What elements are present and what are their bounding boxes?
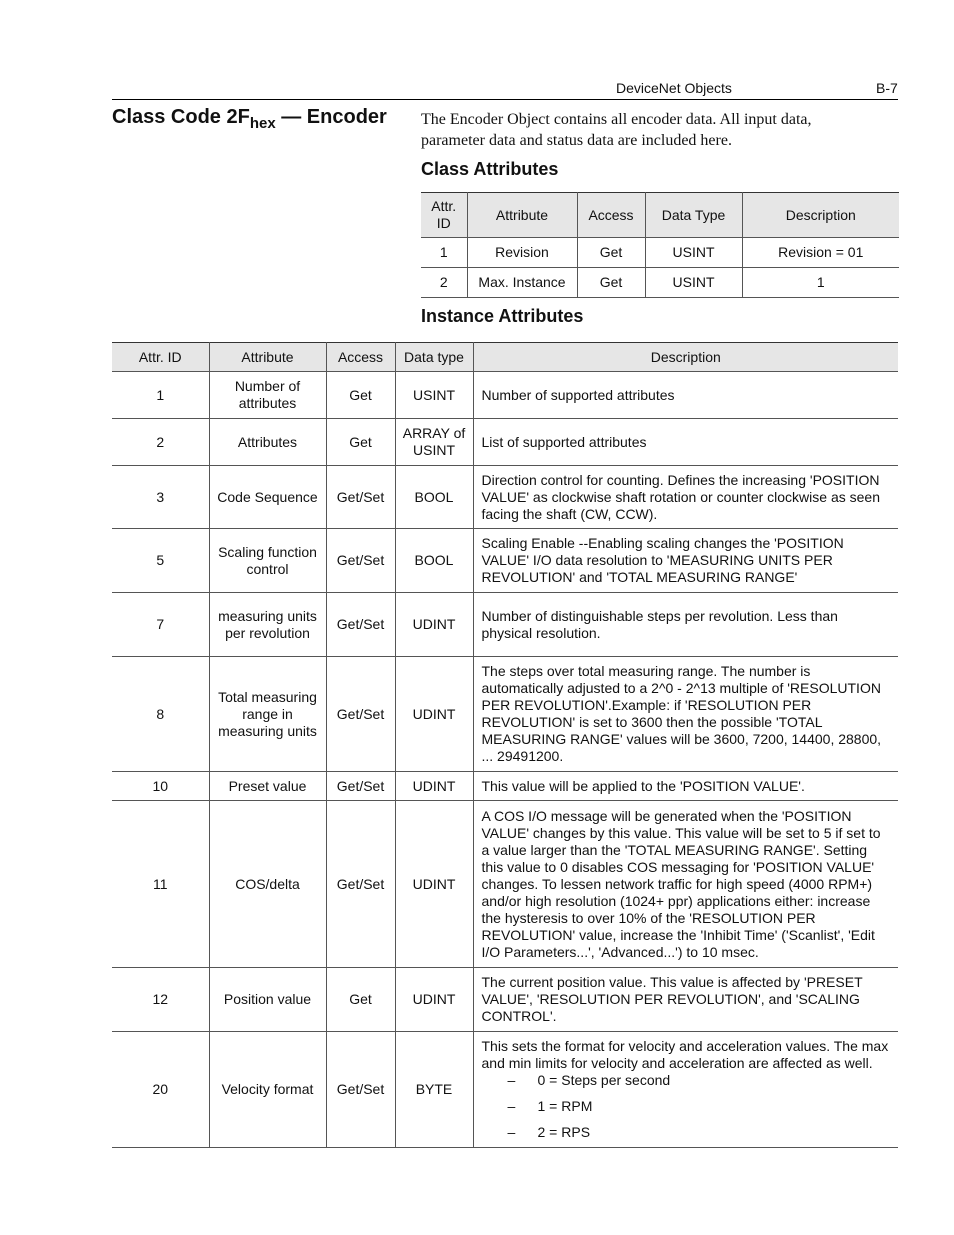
table-cell: Get xyxy=(577,238,645,268)
table-row xyxy=(112,801,898,968)
table-row xyxy=(112,657,898,772)
access-cell: Get/Set xyxy=(326,801,395,968)
attribute-cell: Code Sequence xyxy=(209,466,326,529)
dash-bullet: – xyxy=(507,1124,516,1140)
table-row xyxy=(112,968,898,1032)
attr-id-cell: 12 xyxy=(112,968,209,1032)
attribute-cell: Number of attributes xyxy=(209,372,326,419)
data-type-cell: UDINT xyxy=(395,593,473,657)
column-header: Attr. ID xyxy=(112,343,209,372)
data-type-cell: UDINT xyxy=(395,801,473,968)
table-cell: 1 xyxy=(742,268,899,298)
velocity-format-description: This sets the format for velocity and acceleration values. The max and min limits for velocity and acceleration are affected as well. xyxy=(481,1038,889,1071)
table-row xyxy=(112,419,898,466)
header-rule xyxy=(112,99,898,100)
description-cell: This value will be applied to the 'POSITION VALUE'. xyxy=(473,772,898,801)
column-header: Attribute xyxy=(467,193,577,238)
section-title-prefix: Class Code 2F xyxy=(112,106,250,128)
section-title-subscript: hex xyxy=(249,115,276,132)
section-title-suffix: — Encoder xyxy=(275,106,387,128)
table-row xyxy=(421,238,899,268)
attr-id-cell: 8 xyxy=(112,657,209,772)
table-cell: Max. Instance xyxy=(467,268,577,298)
attribute-cell: Preset value xyxy=(209,772,326,801)
table-row xyxy=(112,772,898,801)
table-cell: Revision = 01 xyxy=(742,238,899,268)
instance-attributes-heading: Instance Attributes xyxy=(421,306,584,326)
option-text: 0 = Steps per second xyxy=(537,1072,671,1088)
attribute-cell: Scaling function control xyxy=(209,529,326,593)
table-cell: Revision xyxy=(467,238,577,268)
velocity-format-options xyxy=(482,1072,891,1141)
data-type-cell: ARRAY of USINT xyxy=(395,419,473,466)
description-cell: Number of distinguishable steps per revolution. Less than physical resolution. xyxy=(473,593,898,657)
table-cell: USINT xyxy=(645,238,742,268)
data-type-cell: UDINT xyxy=(395,968,473,1032)
column-header: Attr. ID xyxy=(421,193,467,238)
access-cell: Get/Set xyxy=(326,466,395,529)
instance-attributes-table xyxy=(112,342,898,1148)
list-item xyxy=(508,1072,891,1089)
attribute-cell: Total measuring range in measuring units xyxy=(209,657,326,772)
attr-id-cell: 1 xyxy=(112,372,209,419)
column-header: Description xyxy=(473,343,898,372)
list-item xyxy=(508,1124,891,1141)
data-type-cell: BOOL xyxy=(395,466,473,529)
dash-bullet: – xyxy=(507,1098,516,1114)
description-cell: Direction control for counting. Defines the increasing 'POSITION VALUE' as clockwise shaft rotation or counter clockwise as seen facing the shaft (CW, CCW). xyxy=(473,466,898,529)
column-header: Access xyxy=(577,193,645,238)
attr-id-cell: 3 xyxy=(112,466,209,529)
description-cell xyxy=(473,1032,898,1148)
description-cell: Scaling Enable --Enabling scaling changes the 'POSITION VALUE' I/O data resolution to 'MEASURING UNITS PER REVOLUTION' and 'TOTAL MEASURING RANGE' xyxy=(473,529,898,593)
table-row xyxy=(421,268,899,298)
dash-bullet: – xyxy=(507,1072,516,1088)
attr-id-cell: 11 xyxy=(112,801,209,968)
class-attributes-table xyxy=(421,192,899,298)
access-cell: Get xyxy=(326,968,395,1032)
table-row xyxy=(112,466,898,529)
access-cell: Get/Set xyxy=(326,529,395,593)
option-text: 1 = RPM xyxy=(537,1098,593,1114)
attribute-cell: COS/delta xyxy=(209,801,326,968)
description-cell: The current position value. This value is affected by 'PRESET VALUE', 'RESOLUTION PER REVOLUTION', and 'SCALING CONTROL'. xyxy=(473,968,898,1032)
access-cell: Get xyxy=(326,372,395,419)
class-attributes-heading: Class Attributes xyxy=(421,159,559,179)
running-head: DeviceNet Objects xyxy=(616,80,732,96)
description-cell: The steps over total measuring range. The number is automatically adjusted to a 2^0 - 2^13 multiple of 'RESOLUTION PER REVOLUTION'.Example: if 'RESOLUTION PER REVOLUTION' is set to 3600 then the possible 'TOTAL MEASURING RANGE' values will be 3600, 7200, 14400, 28800, ... 29491200. xyxy=(473,657,898,772)
attr-id-cell: 20 xyxy=(112,1032,209,1148)
table-cell: USINT xyxy=(645,268,742,298)
data-type-cell: UDINT xyxy=(395,772,473,801)
description-cell: A COS I/O message will be generated when the 'POSITION VALUE' changes by this value. This value will be set to 5 if set to a value larger than the 'TOTAL MEASURING RANGE'. Setting this value to 0 disables COS messaging for 'POSITION VALUE' changes. To lessen network traffic for high speed (4000 RPM+) and/or high resolution (1024+ ppr) applications either: increase the hysteresis to over 10% of the 'RESOLUTION PER REVOLUTION' value, increase the 'Inhibit Time' ('Scanlist', 'Edit I/O Parameters...', 'Advanced...') to 10 msec. xyxy=(473,801,898,968)
data-type-cell: BYTE xyxy=(395,1032,473,1148)
intro-paragraph: The Encoder Object contains all encoder data. All input data, parameter data and status data are included here. xyxy=(421,111,812,149)
table-cell: 2 xyxy=(421,268,467,298)
table-row xyxy=(112,529,898,593)
access-cell: Get xyxy=(326,419,395,466)
attribute-cell: Position value xyxy=(209,968,326,1032)
table-row xyxy=(112,1032,898,1148)
access-cell: Get/Set xyxy=(326,657,395,772)
data-type-cell: USINT xyxy=(395,372,473,419)
description-cell: List of supported attributes xyxy=(473,419,898,466)
access-cell: Get/Set xyxy=(326,1032,395,1148)
table-row xyxy=(112,372,898,419)
attribute-cell: measuring units per revolution xyxy=(209,593,326,657)
table-header-row xyxy=(112,343,898,372)
data-type-cell: BOOL xyxy=(395,529,473,593)
column-header: Access xyxy=(326,343,395,372)
column-header: Attribute xyxy=(209,343,326,372)
attr-id-cell: 7 xyxy=(112,593,209,657)
column-header: Description xyxy=(742,193,899,238)
attr-id-cell: 10 xyxy=(112,772,209,801)
column-header: Data type xyxy=(395,343,473,372)
description-cell: Number of supported attributes xyxy=(473,372,898,419)
table-header-row xyxy=(421,193,899,238)
option-text: 2 = RPS xyxy=(537,1124,591,1140)
access-cell: Get/Set xyxy=(326,772,395,801)
table-cell: 1 xyxy=(421,238,467,268)
table-cell: Get xyxy=(577,268,645,298)
list-item xyxy=(508,1098,891,1115)
table-row xyxy=(112,593,898,657)
column-header: Data Type xyxy=(645,193,742,238)
attr-id-cell: 5 xyxy=(112,529,209,593)
attribute-cell: Attributes xyxy=(209,419,326,466)
attr-id-cell: 2 xyxy=(112,419,209,466)
data-type-cell: UDINT xyxy=(395,657,473,772)
access-cell: Get/Set xyxy=(326,593,395,657)
page-number: B-7 xyxy=(876,80,898,96)
attribute-cell: Velocity format xyxy=(209,1032,326,1148)
section-title xyxy=(112,106,387,132)
